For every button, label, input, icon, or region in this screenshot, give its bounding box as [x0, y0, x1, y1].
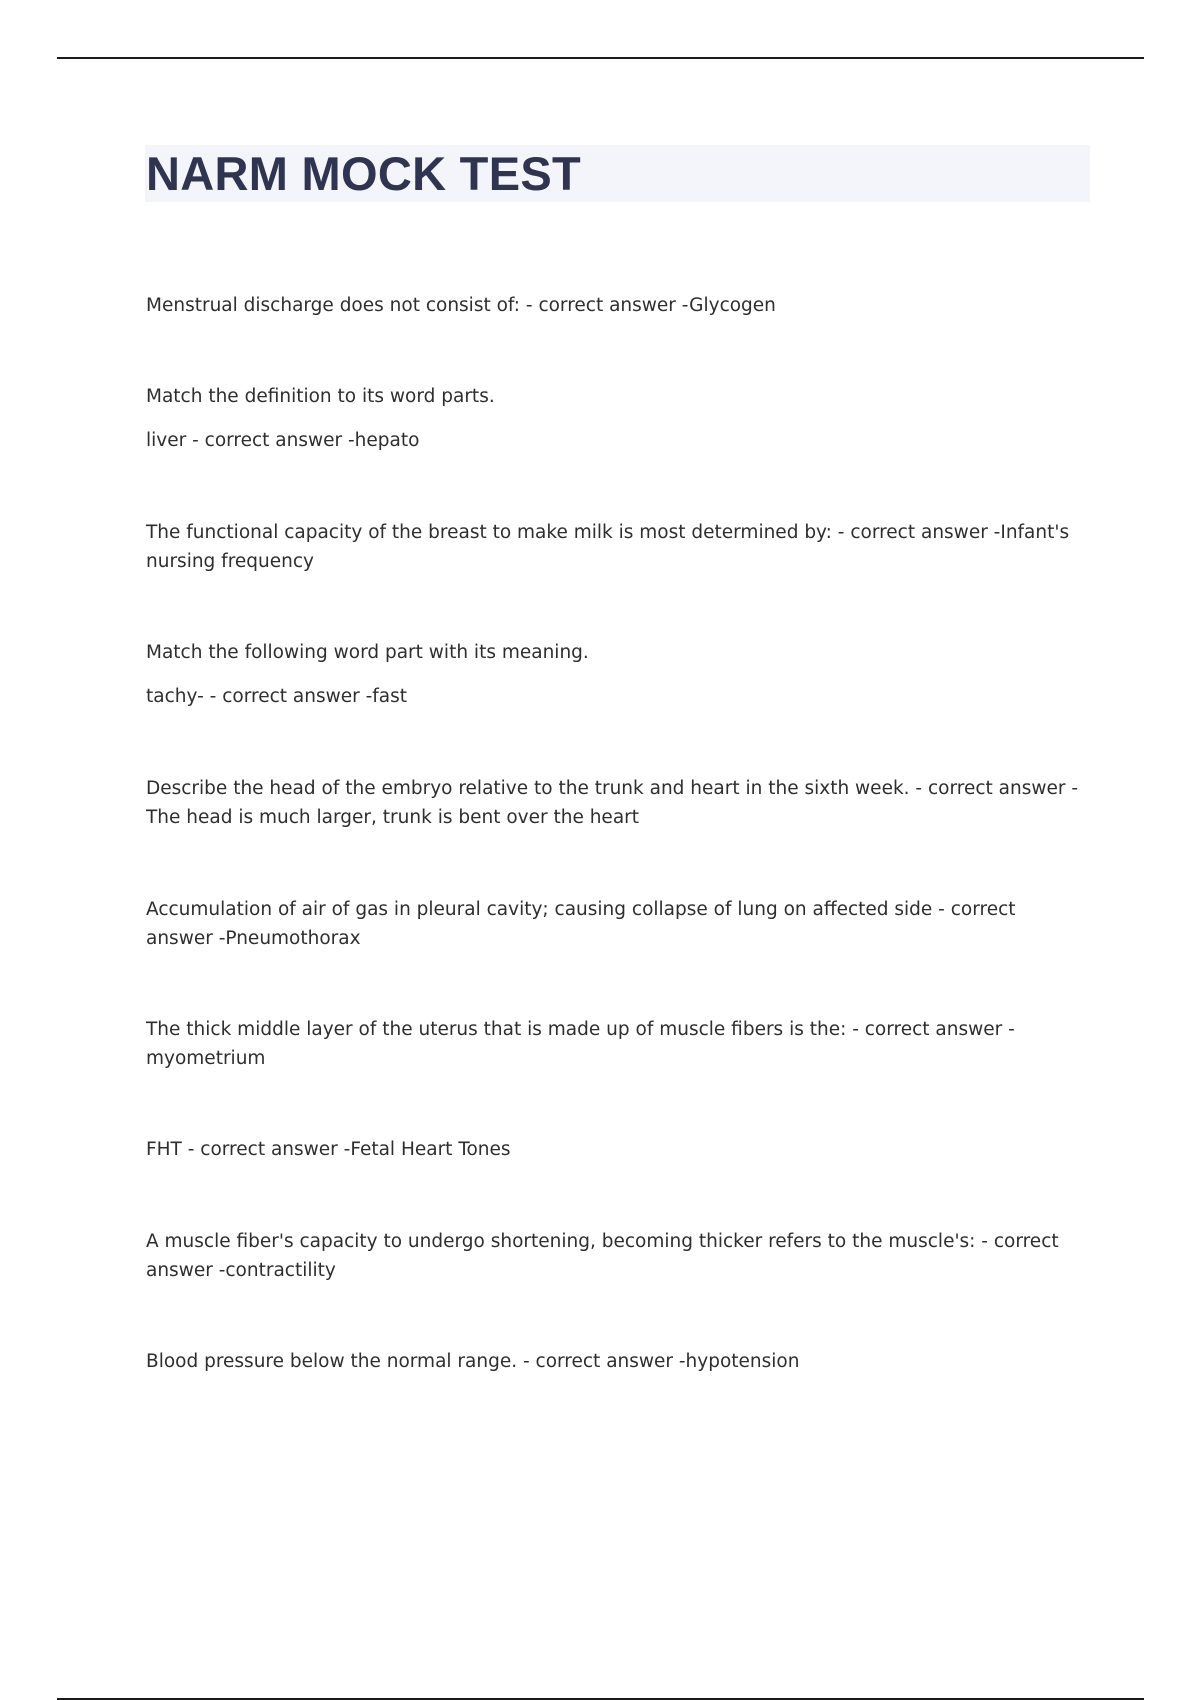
qa-text: The functional capacity of the breast to make milk is most determined by: - correct answer -Infant's nursing frequency: [146, 522, 1070, 572]
qa-text: tachy- - correct answer -fast: [146, 686, 407, 707]
header-rule: [57, 57, 1144, 59]
qa-text: A muscle fiber's capacity to undergo shortening, becoming thicker refers to the muscle's: - correct answer -contractility: [146, 1231, 1059, 1281]
qa-prompt: Match the definition to its word parts.: [146, 386, 495, 407]
qa-item-2: [146, 382, 1086, 455]
qa-item-4: [146, 638, 1086, 711]
qa-item-3: [146, 518, 1086, 576]
qa-prompt: Match the following word part with its meaning.: [146, 642, 589, 663]
qa-item-5: [146, 774, 1086, 832]
qa-text: Describe the head of the embryo relative to the trunk and heart in the sixth week. - correct answer -The head is much larger, trunk is bent over the heart: [146, 778, 1079, 828]
qa-text: liver - correct answer -hepato: [146, 430, 420, 451]
page-title: NARM MOCK TEST: [146, 147, 582, 200]
qa-item-6: [146, 895, 1086, 953]
qa-item-10: [146, 1347, 1086, 1376]
qa-text: Blood pressure below the normal range. - correct answer -hypotension: [146, 1351, 800, 1372]
qa-text: Accumulation of air of gas in pleural cavity; causing collapse of lung on affected side - correct answer -Pneumothorax: [146, 899, 1016, 949]
qa-text: FHT - correct answer -Fetal Heart Tones: [146, 1139, 511, 1160]
qa-text: Menstrual discharge does not consist of: - correct answer -Glycogen: [146, 295, 776, 316]
qa-item-7: [146, 1015, 1086, 1073]
qa-item-8: [146, 1135, 1086, 1164]
qa-item-9: [146, 1227, 1086, 1285]
qa-item-1: [146, 291, 1086, 320]
qa-text: The thick middle layer of the uterus that is made up of muscle fibers is the: - correct answer -myometrium: [146, 1019, 1015, 1069]
